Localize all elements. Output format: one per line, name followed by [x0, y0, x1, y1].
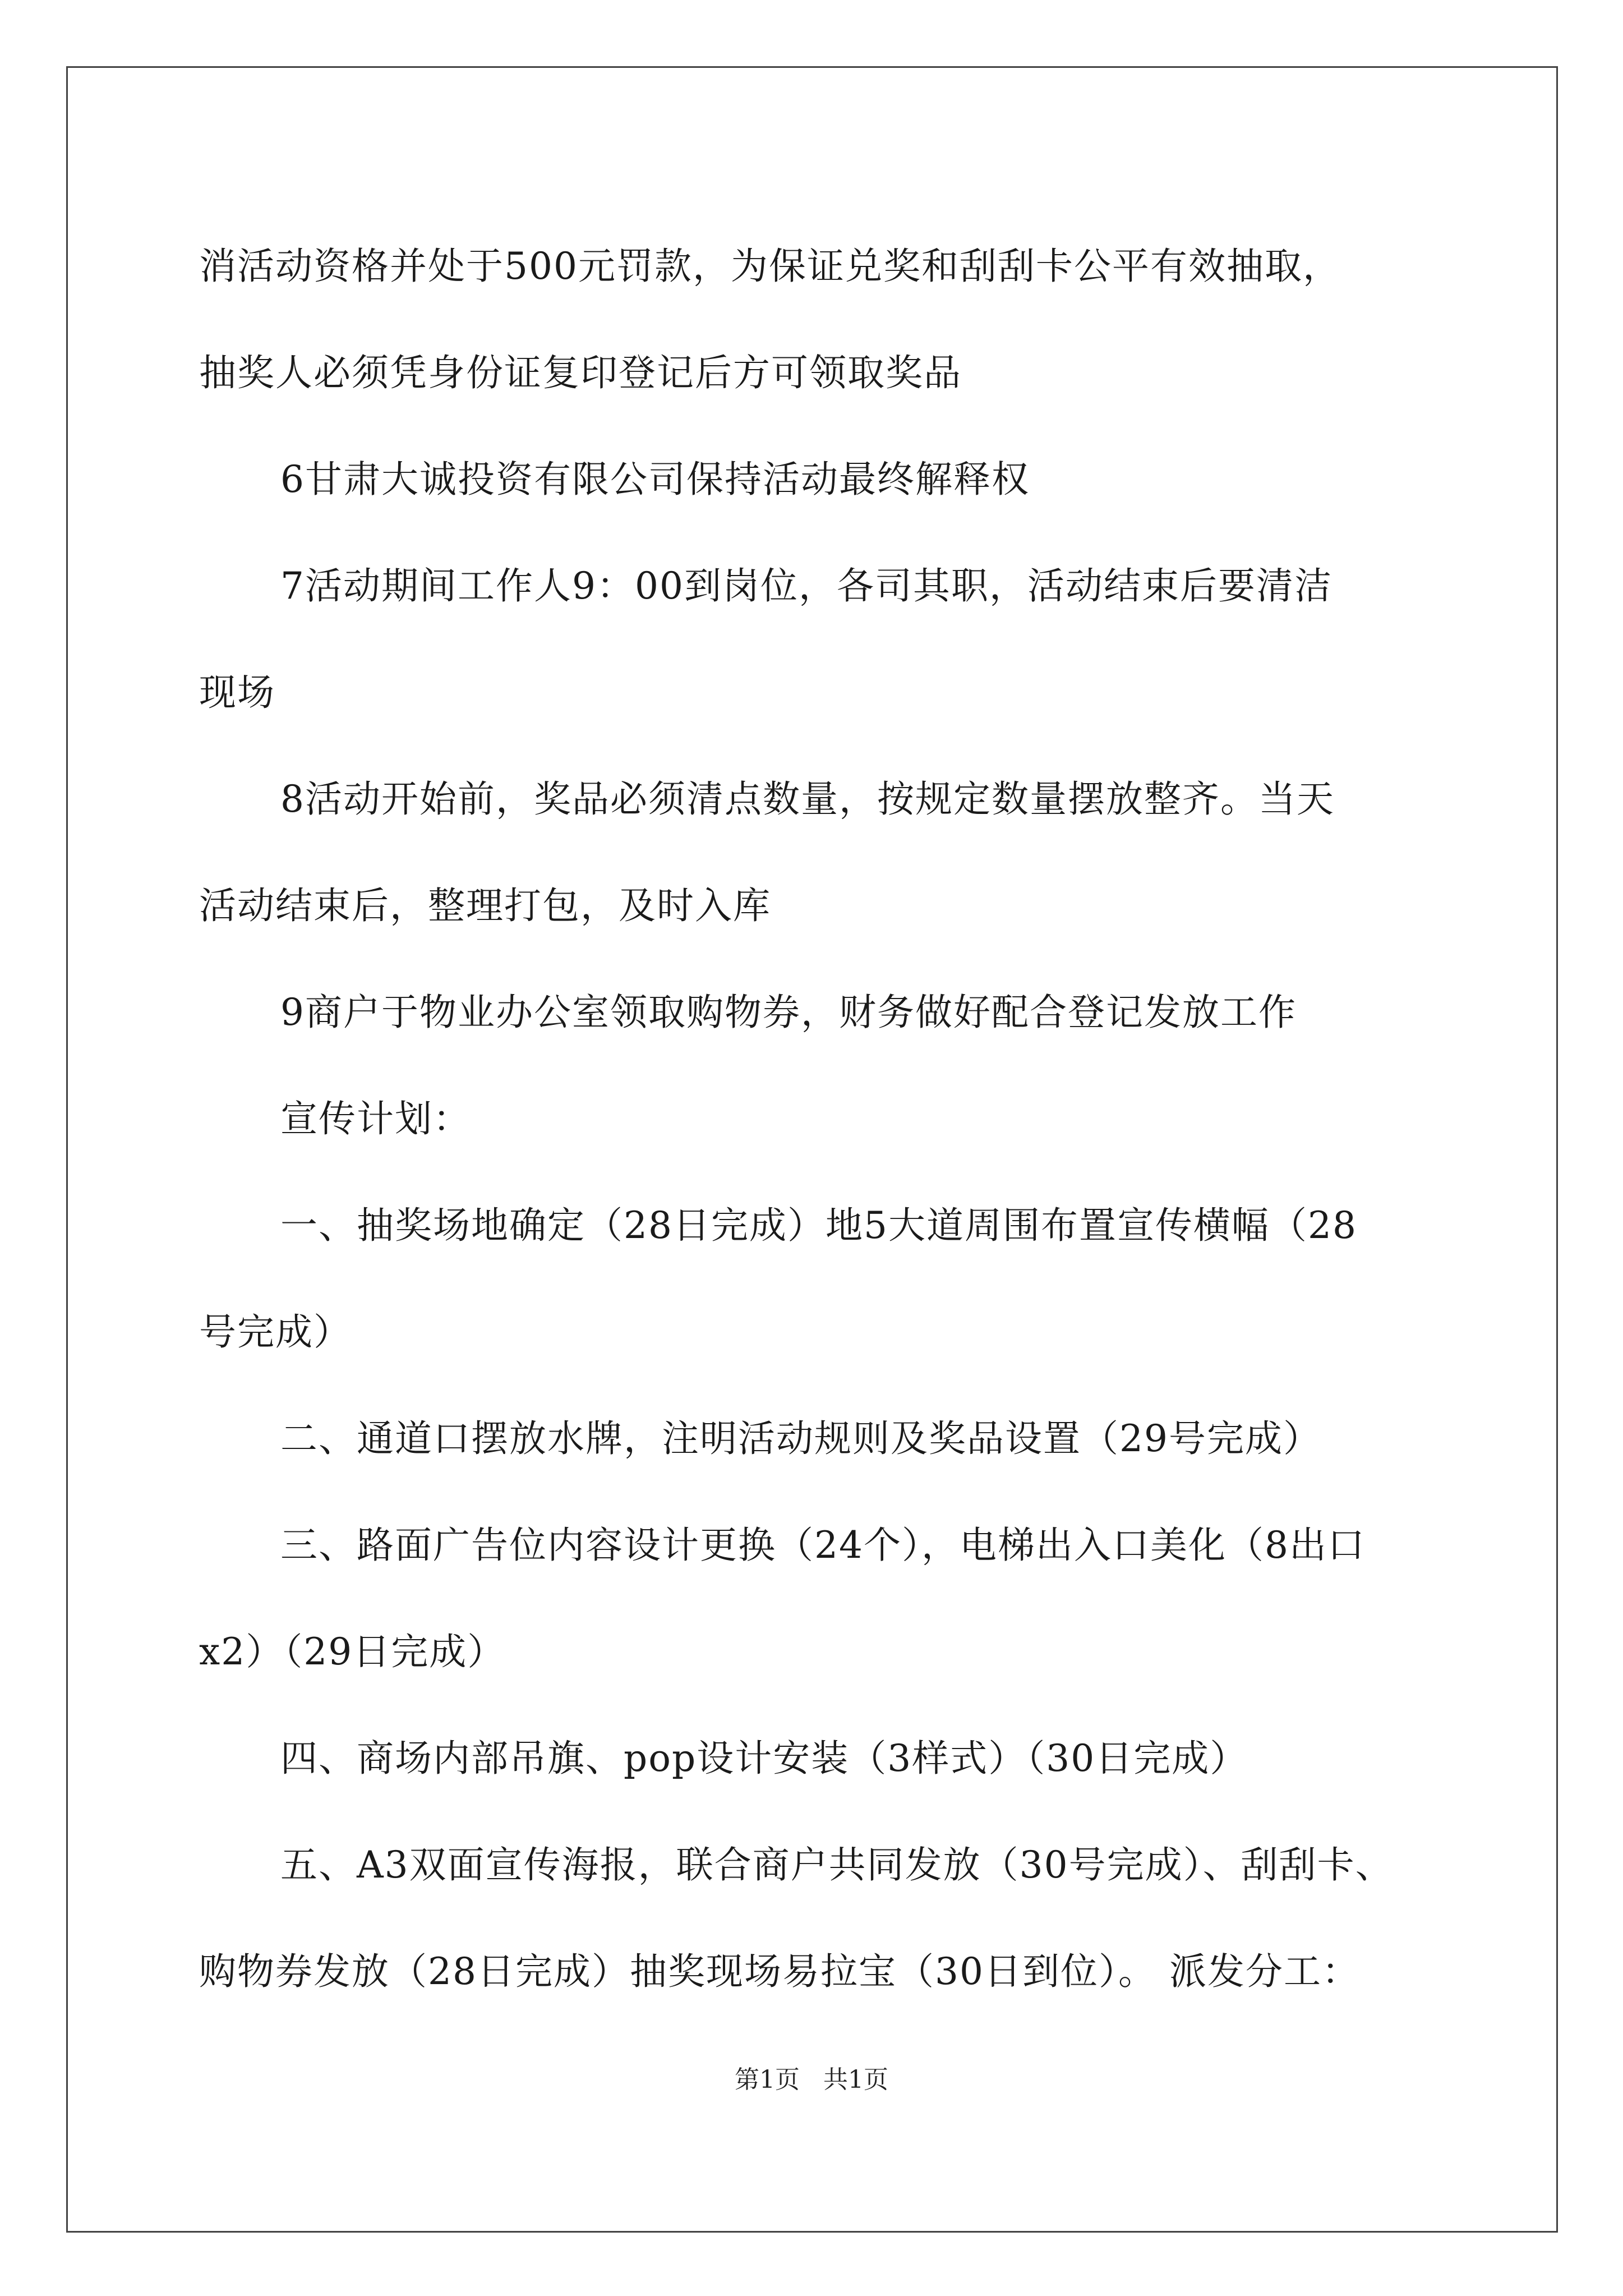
text-line: 8活动开始前，奖品必须清点数量，按规定数量摆放整齐。当天 [280, 777, 1335, 821]
text-line: 抽奖人必须凭身份证复印登记后方可领取奖品 [199, 351, 962, 394]
section-heading: 宣传计划： [280, 1097, 471, 1140]
text-line: 三、路面广告位内容设计更换（24个），电梯出入口美化（8出口 [280, 1524, 1366, 1567]
page-number: 第1页 共1页 [735, 2065, 888, 2094]
document-body [199, 213, 1438, 2025]
text-line: x2）（29日完成） [199, 1630, 506, 1673]
text-line: 消活动资格并处于500元罚款，为保证兑奖和刮刮卡公平有效抽取， [199, 245, 1341, 288]
text-line: 活动结束后，整理打包，及时入库 [199, 884, 771, 927]
text-line: 二、通道口摆放水牌，注明活动规则及奖品设置（29号完成） [280, 1417, 1321, 1460]
text-line: 7活动期间工作人9：00到岗位，各司其职，活动结束后要清洁 [280, 564, 1332, 608]
text-line: 6甘肃大诚投资有限公司保持活动最终解释权 [280, 458, 1030, 501]
text-line: 四、商场内部吊旗、pop设计安装（3样式）（30日完成） [280, 1737, 1248, 1780]
text-line: 一、抽奖场地确定（28日完成）地5大道周围布置宣传横幅（28 [280, 1204, 1357, 1247]
text-line: 号完成） [199, 1310, 352, 1354]
text-line: 五、A3双面宣传海报，联合商户共同发放（30号完成）、刮刮卡、 [280, 1843, 1394, 1887]
text-line: 9商户于物业办公室领取购物券，财务做好配合登记发放工作 [280, 991, 1297, 1034]
text-line: 现场 [199, 671, 275, 714]
text-line: 购物券发放（28日完成）抽奖现场易拉宝（30日到位）。 派发分工： [199, 1950, 1360, 1993]
